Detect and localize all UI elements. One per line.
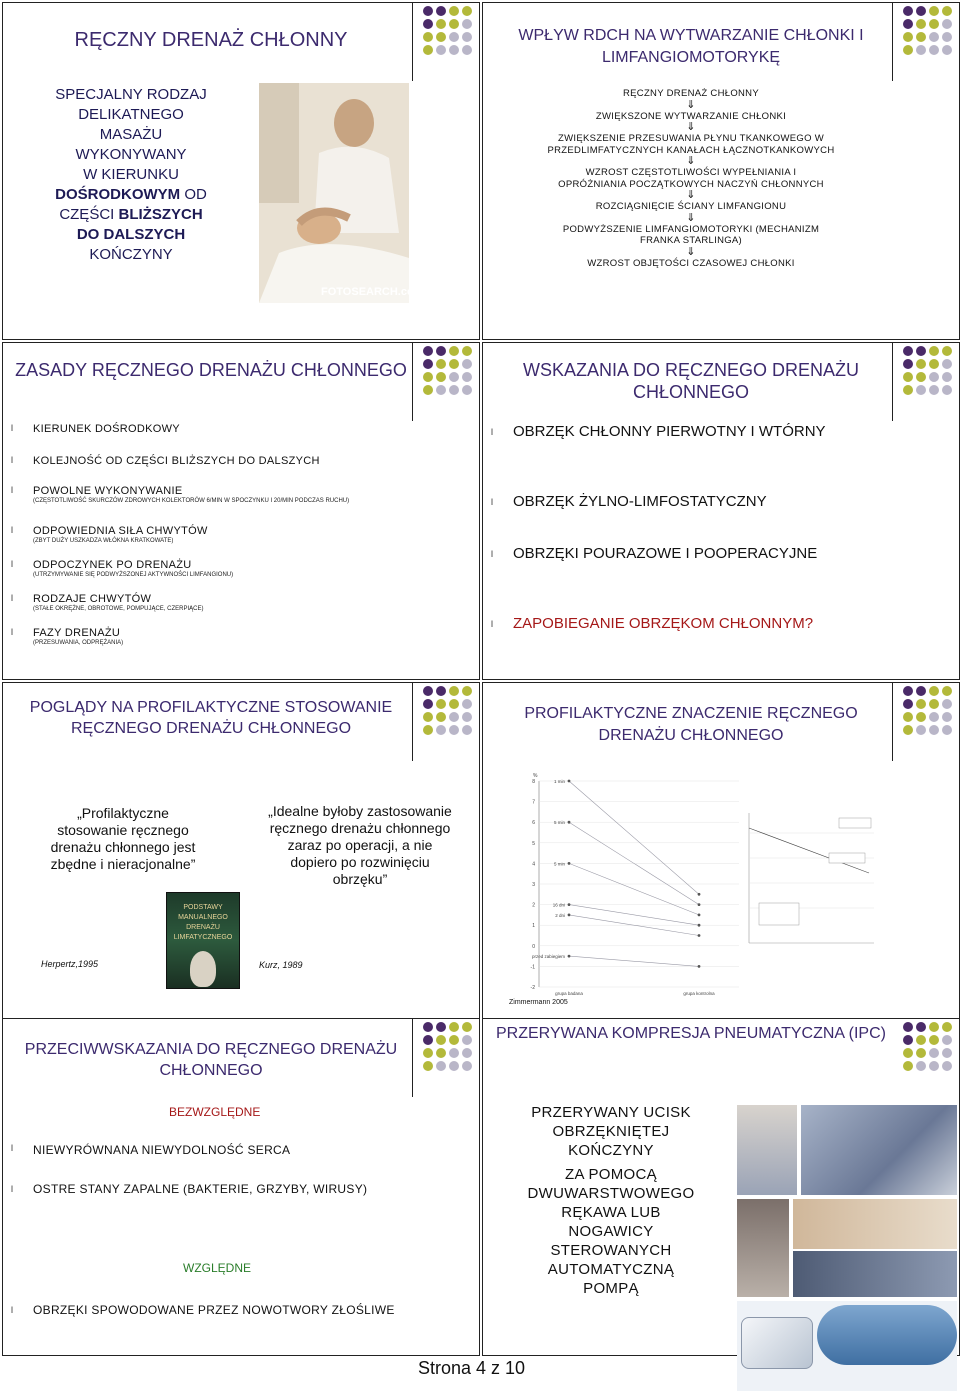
tick-label: -1 xyxy=(530,964,535,971)
decor-dot xyxy=(436,19,446,29)
decor-dot xyxy=(462,359,472,369)
decor-dot xyxy=(436,372,446,382)
decor-dot xyxy=(916,1022,926,1032)
decor-dot xyxy=(942,32,952,42)
decor-dot xyxy=(423,725,433,735)
quote-herpertz: „Profilaktyczne stosowanie ręcznego drenażu chłonnego jest zbędne i nieracjonalne” xyxy=(50,805,196,872)
decor-dot xyxy=(423,372,433,382)
divider xyxy=(412,343,413,421)
decor-dot xyxy=(423,1048,433,1058)
decor-dot xyxy=(436,1061,446,1071)
decor-dot xyxy=(942,686,952,696)
tick-label: -2 xyxy=(530,985,535,991)
decor-dot xyxy=(916,699,926,709)
decor-dot xyxy=(462,346,472,356)
text-line: KOŃCZYNY xyxy=(89,246,173,263)
decor-dot xyxy=(903,32,913,42)
decor-dot xyxy=(423,32,433,42)
slide-8 xyxy=(482,1018,960,1356)
rules-list xyxy=(33,423,469,657)
decor-dot xyxy=(423,1022,433,1032)
list-item: l POWOLNE WYKONYWANIE (CZĘSTOTLIWOŚĆ SKURCZÓW ZDROWYCH KOLEKTORÓW 6/MIN W SPOCZYNKU I 20/MIN PODCZAS RUCHU) xyxy=(33,485,469,525)
decor-dot xyxy=(916,45,926,55)
decor-dot xyxy=(916,1035,926,1045)
decor-dot xyxy=(449,686,459,696)
text-line: SPECJALNY RODZAJ xyxy=(55,86,207,103)
decor-dot xyxy=(929,1022,939,1032)
data-point xyxy=(568,780,571,783)
list-item: l FAZY DRENAŻU (PRZESUWANIA, ODPRĘŻANIA) xyxy=(33,627,469,657)
decor-dot xyxy=(942,725,952,735)
slide-title: PRZECIWWSKAZANIA DO RĘCZNEGO DRENAŻU CHŁONNEGO xyxy=(24,1041,398,1079)
decor-dot xyxy=(903,359,913,369)
decor-dot xyxy=(423,359,433,369)
slide-5 xyxy=(2,682,480,1020)
decor-dot xyxy=(929,1048,939,1058)
down-arrow-icon: ⇓ xyxy=(686,121,696,133)
decor-dot xyxy=(436,359,446,369)
data-point xyxy=(568,903,571,906)
tick-label: 7 xyxy=(532,799,535,806)
ipc-text-2: ZA POMOCĄ DWUWARSTWOWEGO RĘKAWA LUB NOGAWICY STEROWANYCH AUTOMATYCZNĄ POMPĄ xyxy=(527,1166,695,1297)
decor-dot xyxy=(436,686,446,696)
decor-dot xyxy=(942,359,952,369)
decor-dot xyxy=(462,1035,472,1045)
decor-dot xyxy=(942,45,952,55)
decor-dot xyxy=(903,19,913,29)
category-label: grupa badana xyxy=(555,991,583,996)
down-arrow-icon: ⇓ xyxy=(686,98,696,111)
decor-dots xyxy=(423,686,475,735)
slide-title: WPŁYW RDCH NA WYTWARZANIE CHŁONKI I LIMFANGIOMOTORYKĘ xyxy=(518,27,864,66)
data-point xyxy=(698,903,701,906)
decor-dot xyxy=(436,699,446,709)
page-footer: Strona 4 z 10 xyxy=(418,1358,526,1378)
tick-label: 6 xyxy=(532,820,535,827)
decor-dot xyxy=(436,1035,446,1045)
decor-dots xyxy=(903,6,955,55)
decor-dot xyxy=(916,1048,926,1058)
decor-dot xyxy=(449,699,459,709)
decor-dot xyxy=(903,1061,913,1071)
down-arrow-icon: ⇓ xyxy=(686,245,696,258)
list-item: l OBRZĘKI SPOWODOWANE PRZEZ NOWOTWORY ZŁOŚLIWE xyxy=(33,1301,419,1319)
data-point xyxy=(698,914,701,917)
decor-dot xyxy=(462,19,472,29)
decor-dot xyxy=(423,346,433,356)
decor-dots xyxy=(423,6,475,55)
flow-step: WZROST CZĘSTOTLIWOŚCI WYPEŁNIANIA I OPRÓŻNIANIA POCZĄTKOWYCH NACZYŃ CHŁONNYCH xyxy=(558,167,824,190)
decor-dot xyxy=(916,359,926,369)
tick-label: 4 xyxy=(532,861,535,868)
decor-dot xyxy=(929,6,939,16)
list-item: l KIERUNEK DOŚRODKOWY xyxy=(33,423,469,455)
slide-title: PROFILAKTYCZNE ZNACZENIE RĘCZNEGO DRENAŻU CHŁONNEGO xyxy=(524,705,858,744)
series-line xyxy=(569,905,699,926)
decor-dot xyxy=(449,346,459,356)
book-cover: PODSTAWY MANUALNEGO DRENAŻU LIMFATYCZNEGO xyxy=(166,892,240,989)
absolute-heading: BEZWZGLĘDNE xyxy=(169,1105,261,1119)
decor-dot xyxy=(916,19,926,29)
decor-dot xyxy=(903,1048,913,1058)
decor-dot xyxy=(903,45,913,55)
decor-dots xyxy=(423,346,475,395)
data-point xyxy=(568,914,571,917)
decor-dot xyxy=(423,6,433,16)
slide-6 xyxy=(482,682,960,1020)
flow-chain xyxy=(493,88,889,269)
series-label: przed zabiegiem xyxy=(531,954,565,960)
text-line: DELIKATNEGO xyxy=(78,106,184,123)
decor-dot xyxy=(929,712,939,722)
decor-dot xyxy=(449,1022,459,1032)
list-item: l NIEWYRÓWNANA NIEWYDOLNOŚĆ SERCA xyxy=(33,1143,419,1181)
decor-dot xyxy=(929,725,939,735)
bold-text: BLIŻSZYCH xyxy=(118,206,203,223)
list-item: l OBRZĘK ŻYLNO-LIMFOSTATYCZNY xyxy=(513,491,839,543)
slide-title: WSKAZANIA DO RĘCZNEGO DRENAŻU CHŁONNEGO xyxy=(522,360,860,402)
decor-dot xyxy=(942,1035,952,1045)
list-item: l OBRZĘK CHŁONNY PIERWOTNY I WTÓRNY xyxy=(513,421,839,491)
decor-dot xyxy=(436,1022,446,1032)
decor-dot xyxy=(436,32,446,42)
decor-dot xyxy=(929,372,939,382)
decor-dot xyxy=(903,346,913,356)
decor-dot xyxy=(942,6,952,16)
tick-label: 2 xyxy=(532,902,535,909)
line-chart xyxy=(509,767,749,1003)
relative-heading: WZGLĘDNE xyxy=(183,1261,252,1275)
decor-dot xyxy=(929,359,939,369)
decor-dot xyxy=(929,1035,939,1045)
decor-dots xyxy=(903,1022,955,1071)
decor-dot xyxy=(916,385,926,395)
decor-dot xyxy=(423,1061,433,1071)
ipc-text-1: PRZERYWANY UCISK OBRZĘKNIĘTEJ KOŃCZYNY xyxy=(531,1104,691,1159)
decor-dot xyxy=(462,1022,472,1032)
text-line: W KIERUNKU xyxy=(83,166,179,183)
decor-dot xyxy=(462,699,472,709)
indications-list xyxy=(513,421,839,635)
decor-dot xyxy=(916,712,926,722)
list-item: l RODZAJE CHWYTÓW (STAŁE OKRĘŻNE, OBROTOWE, POMPUJĄCE, CZERPIĄCE) xyxy=(33,593,469,627)
decor-dot xyxy=(423,45,433,55)
decor-dot xyxy=(903,1035,913,1045)
decor-dot xyxy=(423,385,433,395)
decor-dot xyxy=(462,372,472,382)
decor-dot xyxy=(449,1048,459,1058)
divider xyxy=(412,683,413,761)
slide-2 xyxy=(482,2,960,340)
divider xyxy=(892,683,893,761)
decor-dot xyxy=(929,346,939,356)
decor-dot xyxy=(942,346,952,356)
decor-dot xyxy=(916,1061,926,1071)
divider xyxy=(892,3,893,81)
down-arrow-icon: ⇓ xyxy=(686,211,696,224)
decor-dot xyxy=(942,372,952,382)
decor-dot xyxy=(903,6,913,16)
data-point xyxy=(698,893,701,896)
decor-dot xyxy=(462,1048,472,1058)
list-item: l OSTRE STANY ZAPALNE (BAKTERIE, GRZYBY, WIRUSY) xyxy=(33,1181,419,1197)
decor-dot xyxy=(942,385,952,395)
decor-dot xyxy=(929,686,939,696)
down-arrow-icon: ⇓ xyxy=(686,155,696,167)
text-line: WYKONYWANY xyxy=(75,146,187,163)
bold-text: DO DALSZYCH xyxy=(76,226,186,243)
decor-dot xyxy=(942,699,952,709)
down-arrow-icon: ⇓ xyxy=(686,189,696,201)
series-label: 16 dni xyxy=(552,902,565,908)
decor-dot xyxy=(436,6,446,16)
tick-label: 3 xyxy=(532,882,535,888)
bold-text: DOŚRODKOWYM xyxy=(55,186,181,203)
decor-dot xyxy=(903,372,913,382)
secondary-chart xyxy=(739,803,879,953)
list-item: l OBRZĘKI POURAZOWE I POOPERACYJNE xyxy=(513,543,839,613)
series-line xyxy=(569,956,699,966)
decor-dot xyxy=(929,19,939,29)
decor-dot xyxy=(449,359,459,369)
decor-dot xyxy=(423,686,433,696)
decor-dot xyxy=(423,699,433,709)
caption-herpertz: Herpertz,1995 xyxy=(41,959,99,969)
decor-dot xyxy=(449,6,459,16)
decor-dot xyxy=(942,712,952,722)
quote-kurz: „Idealne byłoby zastosowanie ręcznego drenażu chłonnego zaraz po operacji, a nie dopiero po rozwinięciu obrzęku” xyxy=(268,803,452,887)
decor-dot xyxy=(903,385,913,395)
decor-dot xyxy=(423,1035,433,1045)
series-label: 1 min xyxy=(553,779,565,784)
decor-dot xyxy=(436,346,446,356)
decor-dot xyxy=(449,712,459,722)
divider xyxy=(412,3,413,81)
divider xyxy=(412,1019,413,1097)
decor-dot xyxy=(462,45,472,55)
decor-dot xyxy=(449,1035,459,1045)
series-line xyxy=(569,863,699,915)
decor-dot xyxy=(449,45,459,55)
ipc-photos xyxy=(737,1105,957,1345)
decor-dot xyxy=(423,712,433,722)
decor-dot xyxy=(916,686,926,696)
slide-title: ZASADY RĘCZNEGO DRENAŻU CHŁONNEGO xyxy=(15,360,407,380)
caption-kurz: Kurz, 1989 xyxy=(259,960,303,970)
text-line: CZĘŚCI xyxy=(59,206,115,223)
slide-3 xyxy=(2,342,480,680)
flow-step: WZROST OBJĘTOŚCI CZASOWEJ CHŁONKI xyxy=(587,257,795,269)
text-line: OD xyxy=(180,186,207,203)
decor-dot xyxy=(929,45,939,55)
series-label: 5 min xyxy=(553,820,565,826)
decor-dot xyxy=(903,1022,913,1032)
decor-dot xyxy=(942,1048,952,1058)
flow-step: RĘCZNY DRENAŻ CHŁONNY xyxy=(623,88,759,99)
decor-dot xyxy=(449,725,459,735)
decor-dot xyxy=(449,385,459,395)
source-caption: Zimmermann 2005 xyxy=(509,999,568,1006)
tick-label: 5 xyxy=(532,840,535,847)
decor-dot xyxy=(903,686,913,696)
series-label: 5 min xyxy=(553,861,565,867)
decor-dot xyxy=(462,712,472,722)
decor-dot xyxy=(449,32,459,42)
data-point xyxy=(698,965,701,968)
decor-dot xyxy=(436,385,446,395)
decor-dot xyxy=(436,45,446,55)
slide-4 xyxy=(482,342,960,680)
tick-label: 1 xyxy=(532,923,535,930)
text-line: MASAŻU xyxy=(99,126,163,143)
svg-text:FOTOSEARCH.com: FOTOSEARCH.com xyxy=(321,286,424,298)
data-point xyxy=(698,924,701,927)
list-item: l ZAPOBIEGANIE OBRZĘKOM CHŁONNYM? xyxy=(513,613,839,635)
list-item: l ODPOWIEDNIA SIŁA CHWYTÓW (ZBYT DUŻY USZKADZA WŁÓKNA KRATKOWATE) xyxy=(33,525,469,559)
absolute-list xyxy=(33,1143,419,1197)
decor-dot xyxy=(916,6,926,16)
decor-dot xyxy=(449,1061,459,1071)
flow-step: PODWYŻSZENIE LIMFANGIOMOTORYKI (MECHANIZM FRANKA STARLINGA) xyxy=(562,223,820,246)
decor-dot xyxy=(462,6,472,16)
decor-dots xyxy=(903,686,955,735)
decor-dot xyxy=(903,725,913,735)
data-point xyxy=(568,955,571,958)
flow-step: ZWIĘKSZONE WYTWARZANIE CHŁONKI xyxy=(595,110,787,122)
slide-7 xyxy=(2,1018,480,1356)
decor-dot xyxy=(916,725,926,735)
decor-dot xyxy=(929,1061,939,1071)
category-label: grupa kontrolna xyxy=(683,991,715,996)
series-label: 2 dni xyxy=(555,912,565,918)
decor-dot xyxy=(916,372,926,382)
slide-title: POGLĄDY NA PROFILAKTYCZNE STOSOWANIE RĘCZNEGO DRENAŻU CHŁONNEGO xyxy=(29,699,393,737)
decor-dot xyxy=(942,1022,952,1032)
decor-dot xyxy=(462,1061,472,1071)
decor-dot xyxy=(929,385,939,395)
data-point xyxy=(568,821,571,824)
decor-dot xyxy=(942,1061,952,1071)
decor-dots xyxy=(423,1022,475,1071)
y-unit-label: % xyxy=(533,773,538,779)
decor-dot xyxy=(436,712,446,722)
decor-dot xyxy=(449,372,459,382)
slide-title: RĘCZNY DRENAŻ CHŁONNY xyxy=(74,29,348,51)
decor-dot xyxy=(423,19,433,29)
decor-dots xyxy=(903,346,955,395)
decor-dot xyxy=(903,712,913,722)
decor-dot xyxy=(903,699,913,709)
list-item: l KOLEJNOŚĆ OD CZĘŚCI BLIŻSZYCH DO DALSZYCH xyxy=(33,455,469,485)
definition-text xyxy=(11,85,251,265)
slide-title: PRZERYWANA KOMPRESJA PNEUMATYCZNA (IPC) xyxy=(496,1025,886,1042)
decor-dot xyxy=(462,32,472,42)
slide-1 xyxy=(2,2,480,340)
decor-dot xyxy=(916,32,926,42)
decor-dot xyxy=(436,1048,446,1058)
decor-dot xyxy=(462,686,472,696)
divider xyxy=(892,343,893,421)
relative-list xyxy=(33,1301,419,1319)
decor-dot xyxy=(929,699,939,709)
decor-dot xyxy=(462,725,472,735)
series-line xyxy=(569,781,699,894)
data-point xyxy=(568,862,571,865)
decor-dot xyxy=(436,725,446,735)
decor-dot xyxy=(942,19,952,29)
tick-label: 8 xyxy=(532,779,535,785)
decor-dot xyxy=(449,19,459,29)
decor-dot xyxy=(929,32,939,42)
decor-dot xyxy=(462,385,472,395)
massage-photo xyxy=(259,83,424,303)
flow-step: ZWIĘKSZENIE PRZESUWANIA PŁYNU TKANKOWEGO W PRZEDLIMFATYCZNYCH KANAŁACH ŁĄCZNOTKANKOWYCH xyxy=(547,133,835,156)
decor-dot xyxy=(916,346,926,356)
flow-step: ROZCIĄGNIĘCIE ŚCIANY LIMFANGIONU xyxy=(595,201,787,212)
tick-label: 0 xyxy=(532,943,535,950)
list-item: l ODPOCZYNEK PO DRENAŻU (UTRZYMYWANIE SIĘ PODWYŻSZONEJ AKTYWNOŚCI LIMFANGIONU) xyxy=(33,559,469,593)
data-point xyxy=(698,934,701,937)
